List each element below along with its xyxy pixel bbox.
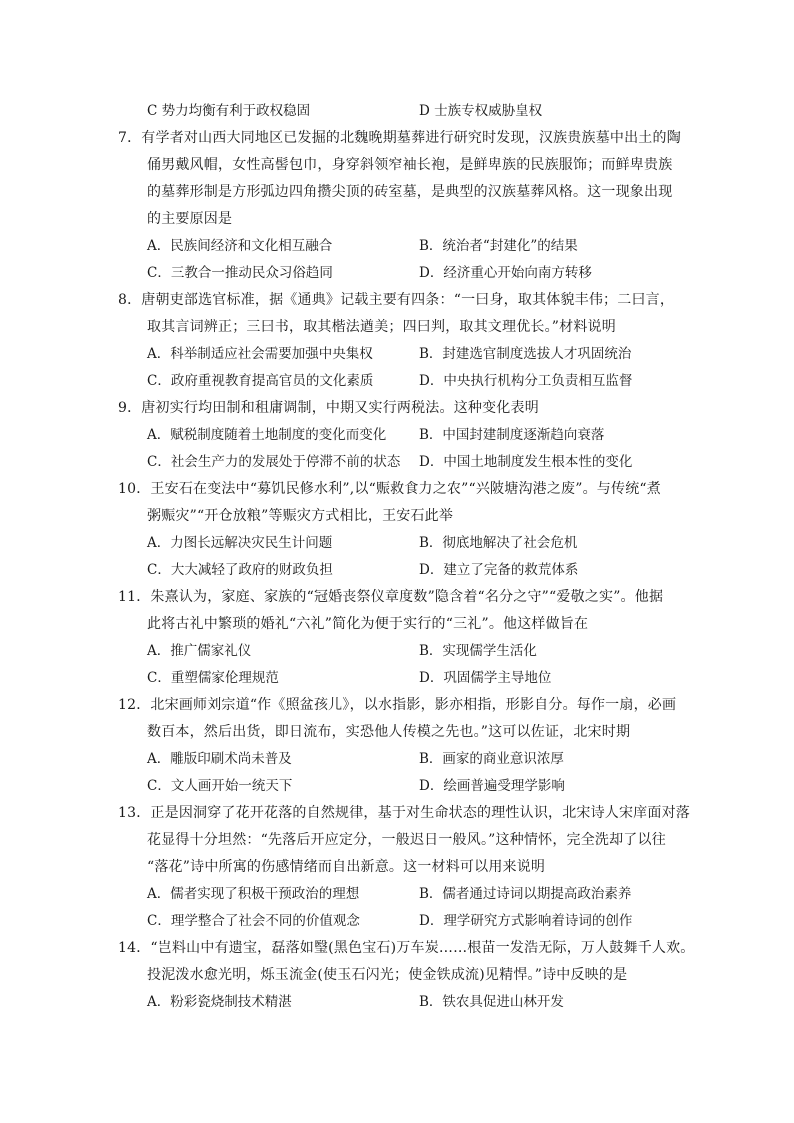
option-row bbox=[147, 908, 707, 935]
option-a: A．民族间经济和文化相互融合 bbox=[147, 238, 333, 254]
option-row bbox=[147, 557, 707, 584]
option-a: A．粉彩瓷烧制技术精湛 bbox=[147, 994, 292, 1010]
question-stem-line: 10．王安石在变法中“募饥民修水利”,以“赈救食力之农”“兴陂塘沟港之废”。与传统“煮 bbox=[118, 481, 661, 497]
option-row bbox=[147, 638, 707, 665]
question-stem-line: 的墓葬形制是方形弧边四角攒尖顶的砖室墓，是典型的汉族墓葬风格。这一现象出现 bbox=[147, 184, 673, 200]
question-stem-line: 取其言词辨正；三曰书，取其楷法遒美；四曰判，取其文理优长。”材料说明 bbox=[147, 319, 616, 335]
question-12-options bbox=[147, 746, 707, 800]
question-stem-line: 此将古礼中繁琐的婚礼“六礼”简化为便于实行的“三礼”。他这样做旨在 bbox=[147, 616, 589, 632]
option-c: C．社会生产力的发展处于停滞不前的状态 bbox=[147, 454, 401, 470]
q6-options bbox=[147, 98, 707, 125]
question-14-options bbox=[147, 989, 707, 1016]
question-9 bbox=[118, 395, 678, 422]
option-a: A．赋税制度随着土地制度的变化而变化 bbox=[147, 427, 387, 443]
question-stem-line: 的主要原因是 bbox=[147, 211, 233, 227]
question-stem-line: 8．唐朝吏部选官标准，据《通典》记载主要有四条：“一曰身，取其体貌丰伟；二曰言， bbox=[118, 292, 675, 308]
question-stem-line: 12．北宋画师刘宗道“作《照盆孩儿》，以水指影，影亦相指，形影自分。每作一扇，必画 bbox=[118, 697, 677, 713]
question-stem-line: 花显得十分坦然：“先落后开应定分，一般迟日一般风。”这种情怀，完全洗却了以往 bbox=[147, 832, 666, 848]
option-b: B．画家的商业意识浓厚 bbox=[419, 751, 564, 767]
option-c: C 势力均衡有利于政权稳固 bbox=[147, 103, 311, 119]
option-c: C．大大减轻了政府的财政负担 bbox=[147, 562, 333, 578]
question-stem-line: 7．有学者对山西大同地区已发掘的北魏晚期墓葬进行研究时发现，汉族贵族墓中出土的陶 bbox=[118, 130, 681, 146]
option-a: A．推广儒家礼仪 bbox=[147, 643, 252, 659]
option-a: A．科举制适应社会需要加强中央集权 bbox=[147, 346, 373, 362]
option-row bbox=[147, 260, 707, 287]
option-d: D．巩固儒学主导地位 bbox=[419, 670, 552, 686]
option-row bbox=[147, 368, 707, 395]
question-stem-line: “落花”诗中所寓的伤感情绪而自出新意。这一材料可以用来说明 bbox=[147, 859, 546, 875]
option-row bbox=[147, 989, 707, 1016]
option-d: D．经济重心开始向南方转移 bbox=[419, 265, 592, 281]
option-row bbox=[147, 530, 707, 557]
option-d: D．建立了完备的救荒体系 bbox=[419, 562, 579, 578]
option-d: D．中央执行机构分工负责相互监督 bbox=[419, 373, 633, 389]
option-row bbox=[147, 233, 707, 260]
option-b: B．封建选官制度选拔人才巩固统治 bbox=[419, 346, 632, 362]
option-row bbox=[147, 773, 707, 800]
question-14 bbox=[118, 935, 695, 989]
question-11 bbox=[118, 584, 678, 638]
option-a: A．力图长远解决灾民生计问题 bbox=[147, 535, 333, 551]
option-b: B．实现儒学生活化 bbox=[419, 643, 537, 659]
option-b: B．儒者通过诗词以期提高政治素养 bbox=[419, 886, 632, 902]
question-12 bbox=[118, 692, 678, 746]
option-a: A．雕版印刷术尚未普及 bbox=[147, 751, 292, 767]
option-a: A．儒者实现了积极干预政治的理想 bbox=[147, 886, 360, 902]
question-13 bbox=[118, 800, 691, 881]
option-d: D．理学研究方式影响着诗词的创作 bbox=[419, 913, 633, 929]
question-13-options bbox=[147, 881, 707, 935]
option-row bbox=[147, 422, 707, 449]
question-7 bbox=[118, 125, 681, 233]
question-11-options bbox=[147, 638, 707, 692]
question-stem-line: 投泥泼水愈光明，烁玉流金(使玉石闪光；使金铁成流)见精悍。”诗中反映的是 bbox=[147, 967, 628, 983]
option-c: C．理学整合了社会不同的价值观念 bbox=[147, 913, 360, 929]
question-stem-line: 俑男戴风帽，女性高髻包巾，身穿斜领窄袖长袍，是鲜卑族的民族服饰；而鲜卑贵族 bbox=[147, 157, 673, 173]
option-row bbox=[147, 746, 707, 773]
question-stem-line: 13．正是因洞穿了花开花落的自然规律，基于对生命状态的理性认识，北宋诗人宋庠面对落 bbox=[118, 805, 691, 821]
option-b: B．中国封建制度逐渐趋向衰落 bbox=[419, 427, 605, 443]
option-c: C．重塑儒家伦理规范 bbox=[147, 670, 279, 686]
question-stem-line: 14．“岂料山中有遗宝，磊落如瑿(黑色宝石)万车炭……根苗一发浩无际，万人鼓舞千人欢。 bbox=[118, 940, 695, 956]
option-d: D 士族专权威胁皇权 bbox=[419, 103, 543, 119]
question-8 bbox=[118, 287, 678, 341]
question-8-options bbox=[147, 341, 707, 395]
question-10-options bbox=[147, 530, 707, 584]
option-row bbox=[147, 881, 707, 908]
question-7-options bbox=[147, 233, 707, 287]
option-c: C．文人画开始一统天下 bbox=[147, 778, 293, 794]
option-b: B．铁农具促进山林开发 bbox=[419, 994, 564, 1010]
question-9-options bbox=[147, 422, 707, 476]
option-c: C．政府重视教育提高官员的文化素质 bbox=[147, 373, 374, 389]
option-c: C．三教合一推动民众习俗趋同 bbox=[147, 265, 333, 281]
question-stem-line: 粥赈灾”“开仓放粮”等赈灾方式相比，王安石此举 bbox=[147, 508, 454, 524]
option-b: B．统治者“封建化”的结果 bbox=[419, 238, 578, 254]
question-stem-line: 数百本，然后出货，即日流布，实恐他人传模之先也。”这可以佐证，北宋时期 bbox=[147, 724, 631, 740]
question-stem-line: 9．唐初实行均田制和租庸调制，中期又实行两税法。这种变化表明 bbox=[118, 400, 539, 416]
question-stem-line: 11．朱熹认为，家庭、家族的“冠婚丧祭仪章度数”隐含着“名分之守”“爱敬之实”。他据 bbox=[118, 589, 664, 605]
question-10 bbox=[118, 476, 678, 530]
option-d: D．中国土地制度发生根本性的变化 bbox=[419, 454, 633, 470]
option-row bbox=[147, 98, 707, 125]
option-b: B．彻底地解决了社会危机 bbox=[419, 535, 578, 551]
option-row bbox=[147, 449, 707, 476]
option-d: D．绘画普遍受理学影响 bbox=[419, 778, 565, 794]
option-row bbox=[147, 665, 707, 692]
option-row bbox=[147, 341, 707, 368]
